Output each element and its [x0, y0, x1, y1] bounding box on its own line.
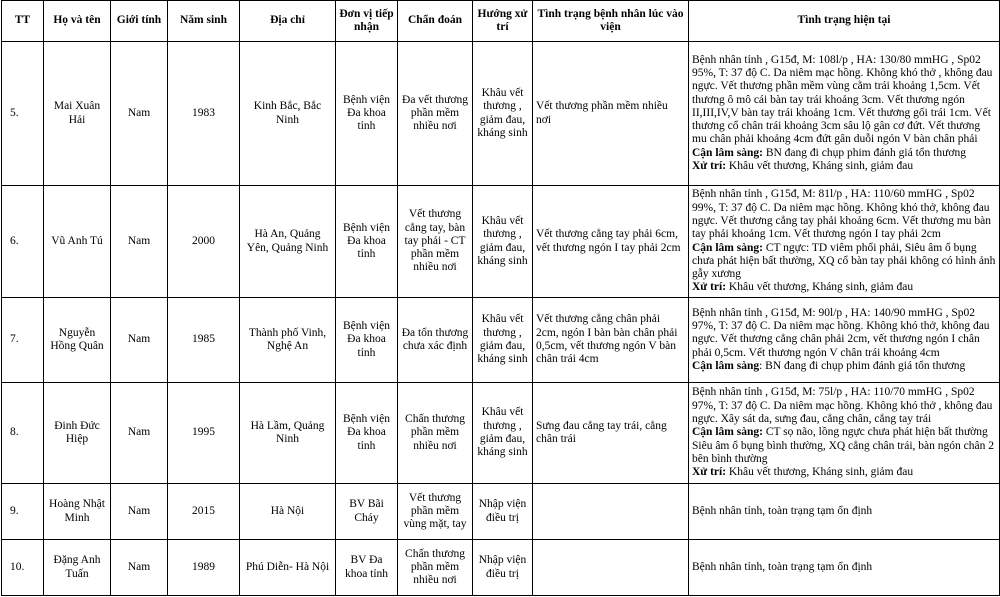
cell-current: Bệnh nhân tỉnh, toàn trạng tạm ổn định [689, 484, 1000, 540]
action-text: Khâu vết thương, Kháng sinh, giảm đau [726, 281, 914, 294]
header-current: Tình trạng hiện tại [689, 1, 1000, 42]
cell-address: Hà Nội [240, 484, 336, 540]
cell-unit: Bệnh viện Đa khoa tỉnh [336, 383, 398, 484]
action-line [692, 466, 996, 479]
cell-treatment: Nhập viện điều trị [473, 540, 533, 596]
cell-year: 1983 [168, 42, 240, 186]
cell-address: Kinh Bắc, Bắc Ninh [240, 42, 336, 186]
cell-name: Đinh Đức Hiệp [44, 383, 111, 484]
table-row [2, 383, 1000, 484]
cell-diagnosis: Chấn thương phần mềm nhiều nơi [398, 383, 473, 484]
cell-tt: 6. [2, 186, 44, 298]
header-name: Họ và tên [44, 1, 111, 42]
cell-address: Hà Lầm, Quảng Ninh [240, 383, 336, 484]
header-year: Năm sinh [168, 1, 240, 42]
lab-line [692, 242, 996, 282]
header-gender: Giới tính [111, 1, 168, 42]
header-address: Địa chỉ [240, 1, 336, 42]
cell-gender: Nam [111, 484, 168, 540]
cell-gender: Nam [111, 540, 168, 596]
cell-tt: 5. [2, 42, 44, 186]
cell-unit: Bệnh viện Đa khoa tỉnh [336, 298, 398, 383]
cell-name: Mai Xuân Hải [44, 42, 111, 186]
current-status-text: Bệnh nhân tỉnh , G15đ, M: 81l/p , HA: 110/60 mmHG , Sp02 99%, T: 37 độ C. Da niêm mạc hồng. Không khó thở, không đau ngực. Vết thương cẳng tay phải khoảng 6cm. Vết thương mu bàn tay phải khoảng 1cm. Vết thương ngón I tay phải 2cm [692, 188, 992, 241]
current-status-text: Bệnh nhân tỉnh , G15đ, M: 90l/p , HA: 140/90 mmHG , Sp02 97%, T: 37 độ C. Da niêm mạc hồng. Không khó thở, không đau ngực. Vết thương cẳng chân phải 2cm, vết thương ngón I chân phải 0,5cm. Vết thương ngón V chân trái khoảng 4cm [692, 306, 990, 359]
cell-name: Đặng Anh Tuấn [44, 540, 111, 596]
cell-year: 2000 [168, 186, 240, 298]
current-status-text: Bệnh nhân tỉnh , G15đ, M: 108l/p , HA: 130/80 mmHG , Sp02 95%, T: 37 độ C. Da niêm mạc hồng. Không khó thở , không đau ngực. Vết thương phần mềm vùng cằm trái khoảng 1,5cm. Vết thương ô mô cái bàn tay trái khoảng 3cm. Vết thương ngón II,III,IV,V bàn tay trái khoảng 1cm. Vết thương gối trái 1cm. Vết thương cổ chân trái khoảng 3cm sâu lộ gân cơ đứt. Vết thương mu chân phải khoảng 4cm đứt gân duỗi ngón V bàn chân phải [692, 53, 993, 146]
lab-label: Cận lâm sàng: [692, 426, 763, 439]
cell-name: Vũ Anh Tú [44, 186, 111, 298]
cell-gender: Nam [111, 298, 168, 383]
table-row [2, 298, 1000, 383]
cell-admission: Vết thương cẳng chân phải 2cm, ngón I bàn bàn chân phải 0,5cm, vết thương ngón V bàn chân trái 4cm [533, 298, 689, 383]
cell-year: 2015 [168, 484, 240, 540]
cell-current: Bệnh nhân tỉnh, toàn trạng tạm ổn định [689, 540, 1000, 596]
cell-diagnosis: Chấn thương phần mềm nhiều nơi [398, 540, 473, 596]
cell-treatment: Khâu vết thương , giảm đau, kháng sinh [473, 298, 533, 383]
cell-year: 1985 [168, 298, 240, 383]
cell-treatment: Khâu vết thương , giảm đau, kháng sinh [473, 42, 533, 186]
action-label: Xử trí: [692, 160, 727, 173]
cell-current [689, 42, 1000, 186]
cell-admission: Vết thương cẳng tay phải 6cm, vết thương ngón I tay phải 2cm [533, 186, 689, 298]
cell-current [689, 186, 1000, 298]
cell-name: Hoàng Nhật Minh [44, 484, 111, 540]
lab-text: CT sọ não, lồng ngực chưa phát hiện bất thường Siêu âm ổ bụng bình thường, XQ cẳng chân trái, bàn ngón chân 2 bên bình thường [692, 426, 994, 465]
current-status-text: Bệnh nhân tỉnh , G15đ, M: 75l/p , HA: 110/70 mmHG , Sp02 97%, T: 37 độ C. Da niêm mạc hồng. Không khó thở , không đau ngực. Xây sát da, sưng đau, cẳng chân, cẳng tay trái [692, 386, 993, 426]
cell-address: Phú Diễn- Hà Nội [240, 540, 336, 596]
header-unit: Đơn vị tiếp nhận [336, 1, 398, 42]
action-line [692, 281, 996, 294]
cell-current [689, 298, 1000, 383]
header-tt: TT [2, 1, 44, 42]
action-text: Khâu vết thương, Kháng sinh, giảm đau [726, 466, 914, 479]
lab-text: : BN đang đi chụp phim đánh giá tổn thương [759, 359, 966, 372]
cell-admission: Sưng đau cẳng tay trái, cẳng chân trái [533, 383, 689, 484]
header-admission: Tình trạng bệnh nhân lúc vào viện [533, 1, 689, 42]
lab-line [692, 426, 996, 466]
cell-admission [533, 540, 689, 596]
cell-current [689, 383, 1000, 484]
cell-treatment: Nhập viện điều trị [473, 484, 533, 540]
cell-unit: BV Bãi Cháy [336, 484, 398, 540]
action-text: Khâu vết thương, Kháng sinh, giảm đau [726, 160, 914, 173]
cell-admission [533, 484, 689, 540]
lab-line [692, 147, 996, 160]
cell-year: 1995 [168, 383, 240, 484]
header-diagnosis: Chẩn đoán [398, 1, 473, 42]
table-row [2, 540, 1000, 596]
action-line [692, 160, 996, 173]
cell-address: Hà An, Quảng Yên, Quảng Ninh [240, 186, 336, 298]
cell-unit: BV Đa khoa tỉnh [336, 540, 398, 596]
cell-unit: Bệnh viện Đa khoa tỉnh [336, 42, 398, 186]
cell-diagnosis: Vết thương phần mềm vùng mặt, tay [398, 484, 473, 540]
lab-label: Cận lâm sàng [692, 359, 760, 372]
lab-label: Cận lâm sàng: [692, 241, 763, 254]
cell-gender: Nam [111, 42, 168, 186]
cell-address: Thành phố Vinh, Nghệ An [240, 298, 336, 383]
header-row [2, 1, 1000, 42]
lab-text: CT ngực: TD viêm phổi phải, Siêu âm ổ bụng chưa phát hiện bất thường, XQ cổ bàn tay phải không có hình ảnh gẫy xương [692, 241, 996, 281]
table-row [2, 186, 1000, 298]
cell-gender: Nam [111, 383, 168, 484]
action-label: Xử trí: [692, 281, 727, 294]
cell-tt: 7. [2, 298, 44, 383]
cell-year: 1989 [168, 540, 240, 596]
lab-text: BN đang đi chụp phim đánh giá tổn thương [762, 146, 966, 159]
cell-treatment: Khâu vết thương , giảm đau, kháng sinh [473, 383, 533, 484]
cell-admission: Vết thương phần mềm nhiều nơi [533, 42, 689, 186]
cell-diagnosis: Đa tổn thương chưa xác định [398, 298, 473, 383]
patient-table [1, 0, 1000, 596]
cell-tt: 8. [2, 383, 44, 484]
cell-name: Nguyễn Hồng Quân [44, 298, 111, 383]
cell-unit: Bệnh viện Đa khoa tỉnh [336, 186, 398, 298]
cell-gender: Nam [111, 186, 168, 298]
action-label: Xử trí: [692, 466, 727, 479]
table-row [2, 42, 1000, 186]
cell-treatment: Khâu vết thương , giảm đau, kháng sinh [473, 186, 533, 298]
cell-tt: 10. [2, 540, 44, 596]
cell-diagnosis: Đa vết thương phần mềm nhiều nơi [398, 42, 473, 186]
cell-diagnosis: Vết thương cẳng tay, bàn tay phải - CT phần mềm nhiều nơi [398, 186, 473, 298]
table-row [2, 484, 1000, 540]
header-treatment: Hướng xử trí [473, 1, 533, 42]
cell-tt: 9. [2, 484, 44, 540]
lab-line [692, 360, 996, 373]
lab-label: Cận lâm sàng: [692, 146, 763, 159]
